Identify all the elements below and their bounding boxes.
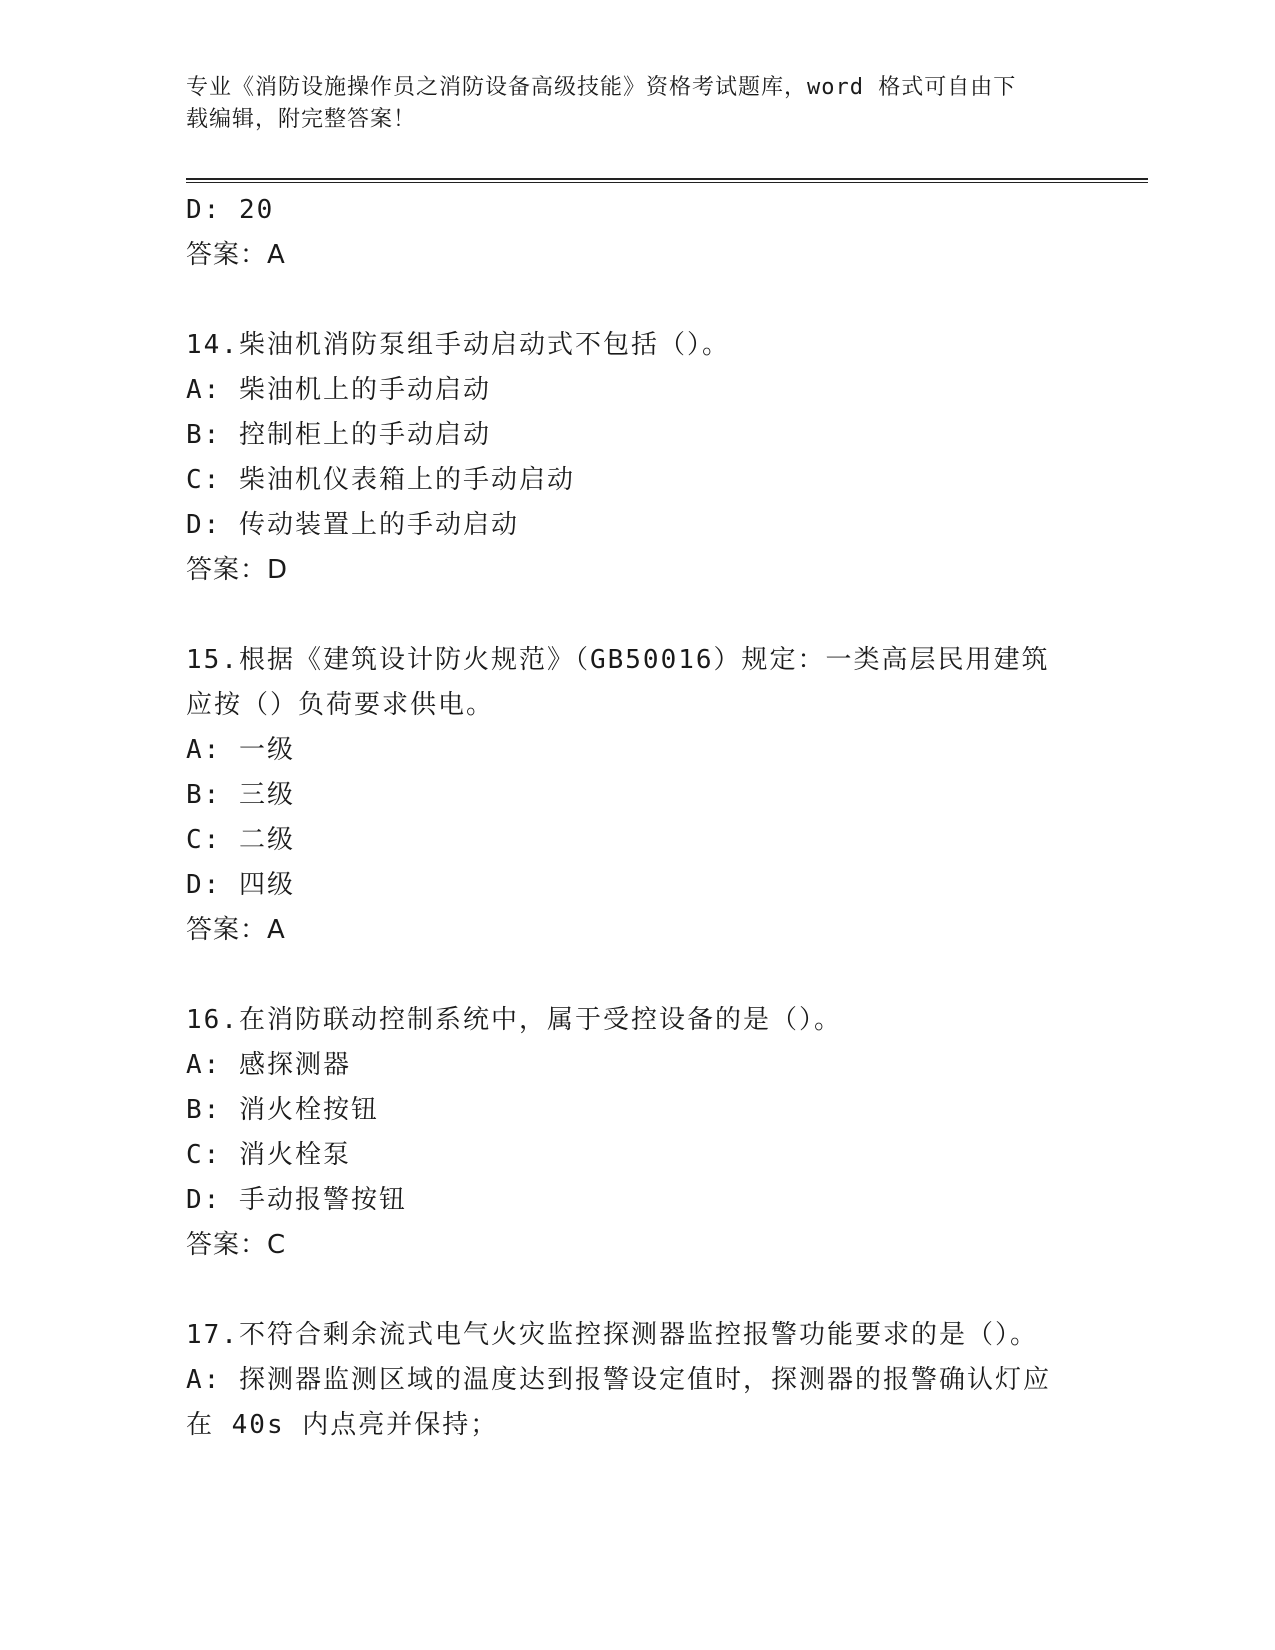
option-d-prev: D: 20 [186,195,275,225]
header-divider-thin [186,182,1148,183]
question-14-option-b: B: 控制柜上的手动启动 [186,420,491,450]
page-header [186,72,1066,136]
question-15-stem: 15.根据《建筑设计防火规范》（GB50016）规定：一类高层民用建筑 [186,645,1050,675]
question-16-option-a: A: 感探测器 [186,1050,351,1080]
question-16-option-c: C: 消火栓泵 [186,1140,351,1170]
question-17-option-a: A: 探测器监测区域的温度达到报警设定值时，探测器的报警确认灯应 [186,1365,1051,1395]
header-divider-thick [186,178,1148,180]
header-line-2: 载编辑，附完整答案！ [186,107,417,132]
question-16-option-d: D: 手动报警按钮 [186,1185,407,1215]
question-14-option-d: D: 传动装置上的手动启动 [186,510,519,540]
question-15-option-c: C: 二级 [186,825,295,855]
question-14-option-c: C: 柴油机仪表箱上的手动启动 [186,465,575,495]
question-15-stem-cont: 应按（）负荷要求供电。 [186,690,495,720]
question-15-option-d: D: 四级 [186,870,295,900]
question-16-stem: 16.在消防联动控制系统中，属于受控设备的是（）。 [186,1005,842,1035]
question-16-answer: 答案：C [186,1230,287,1260]
question-17-stem: 17.不符合剩余流式电气火灾监控探测器监控报警功能要求的是（）。 [186,1320,1038,1350]
document-body [186,188,1086,1448]
question-15-option-b: B: 三级 [186,780,295,810]
question-16-option-b: B: 消火栓按钮 [186,1095,379,1125]
question-14-answer: 答案：D [186,555,289,585]
header-line-1: 专业《消防设施操作员之消防设备高级技能》资格考试题库，word 格式可自由下 [186,75,1017,100]
question-17-option-a-cont: 在 40s 内点亮并保持； [186,1410,499,1440]
question-15-answer: 答案：A [186,915,286,945]
question-14-option-a: A: 柴油机上的手动启动 [186,375,491,405]
question-14-stem: 14.柴油机消防泵组手动启动式不包括（）。 [186,330,730,360]
question-15-option-a: A: 一级 [186,735,295,765]
answer-prev: 答案：A [186,240,286,270]
